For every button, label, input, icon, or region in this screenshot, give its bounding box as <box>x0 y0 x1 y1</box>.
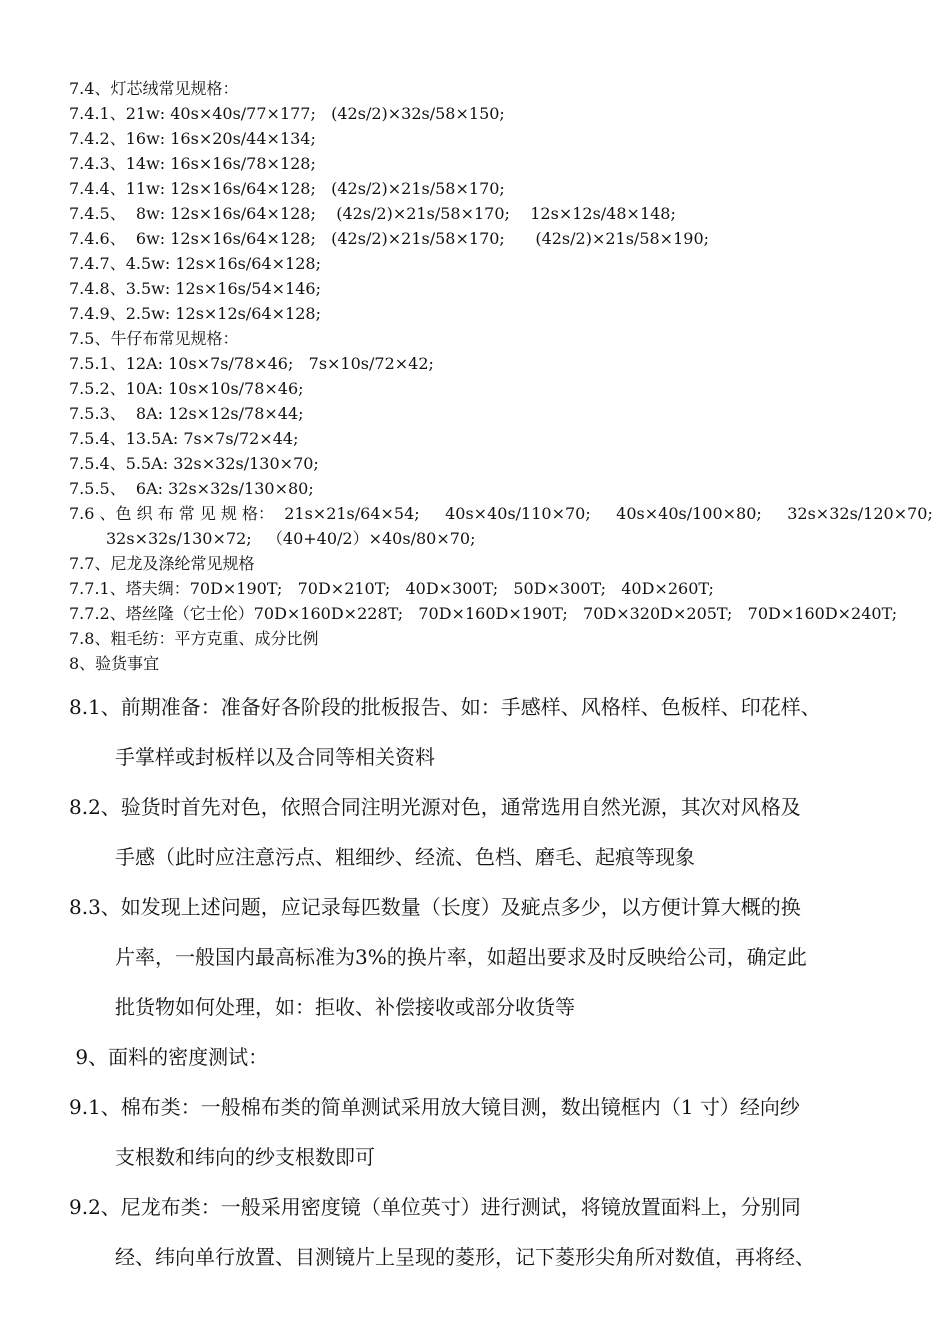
section-heading-9 <box>69 1032 915 1082</box>
spec-line-7-4-3: 7.4.3、14w: 16s×16s/78×128; <box>69 154 316 173</box>
paragraph-line: 9、面料的密度测试： <box>69 1045 269 1069</box>
spec-line-7-4-7: 7.4.7、4.5w: 12s×16s/64×128; <box>69 254 321 273</box>
spec-line-7-4-5: 7.4.5、 8w: 12s×16s/64×128; (42s/2)×21s/58×170; 12s×12s/48×148; <box>69 204 676 223</box>
paragraph-line: 片率，一般国内最高标准为3%的换片率，如超出要求及时反映给公司，确定此 <box>115 945 807 969</box>
spec-list <box>0 76 950 676</box>
spec-line-7-7: 7.7、尼龙及涤纶常见规格 <box>69 554 255 573</box>
spec-line-7-4-6: 7.4.6、 6w: 12s×16s/64×128; (42s/2)×21s/58×170; (42s/2)×21s/58×190; <box>69 229 710 248</box>
paragraph-line: 手感（此时应注意污点、粗细纱、经流、色档、磨毛、起痕等现象 <box>115 845 695 869</box>
spec-line-7-4-4: 7.4.4、11w: 12s×16s/64×128; (42s/2)×21s/58×170; <box>69 179 505 198</box>
paragraph-line: 8.3、如发现上述问题，应记录每匹数量（长度）及疵点多少，以方便计算大概的换 <box>69 895 801 919</box>
paragraph-line: 批货物如何处理，如：拒收、补偿接收或部分收货等 <box>115 995 575 1019</box>
paragraph-line: 经、纬向单行放置、目测镜片上呈现的菱形，记下菱形尖角所对数值，再将经、 <box>115 1245 815 1269</box>
spec-line-7-5-4b: 7.5.4、5.5A: 32s×32s/130×70; <box>69 454 319 473</box>
paragraph-line: 8.1、前期准备：准备好各阶段的批板报告、如：手感样、风格样、色板样、印花样、 <box>69 695 821 719</box>
paragraph-8-3 <box>69 882 915 1032</box>
spec-line-7-5-1: 7.5.1、12A: 10s×7s/78×46; 7s×10s/72×42; <box>69 354 434 373</box>
spec-line-7-4-9: 7.4.9、2.5w: 12s×12s/64×128; <box>69 304 321 323</box>
spec-line-7-5-3: 7.5.3、 8A: 12s×12s/78×44; <box>69 404 304 423</box>
spec-line-7-5-5: 7.5.5、 6A: 32s×32s/130×80; <box>69 479 314 498</box>
paragraph-line: 9.1、棉布类：一般棉布类的简单测试采用放大镜目测，数出镜框内（1 寸）经向纱 <box>69 1095 800 1119</box>
spec-line-7-7-1: 7.7.1、塔夫绸：70D×190T; 70D×210T; 40D×300T; 50D×300T; 40D×260T; <box>69 579 714 598</box>
paragraph-line: 8.2、验货时首先对色，依照合同注明光源对色，通常选用自然光源，其次对风格及 <box>69 795 801 819</box>
spec-line-7-8: 7.8、粗毛纺：平方克重、成分比例 <box>69 629 319 648</box>
spec-line-7-6: 7.6 、色 织 布 常 见 规 格： 21s×21s/64×54; 40s×40s/110×70; 40s×40s/100×80; 32s×32s/120×70; <box>69 504 933 523</box>
paragraph-9-2 <box>69 1182 915 1282</box>
spec-line-7-4-8: 7.4.8、3.5w: 12s×16s/54×146; <box>69 279 321 298</box>
spec-line-7-5: 7.5、牛仔布常见规格： <box>69 329 239 348</box>
spec-line-7-5-4a: 7.5.4、13.5A: 7s×7s/72×44; <box>69 429 299 448</box>
paragraph-line: 支根数和纬向的纱支根数即可 <box>115 1145 375 1169</box>
spec-line-7-4-2: 7.4.2、16w: 16s×20s/44×134; <box>69 129 316 148</box>
spec-line-7-4: 7.4、灯芯绒常见规格： <box>69 79 239 98</box>
paragraph-line: 9.2、尼龙布类：一般采用密度镜（单位英寸）进行测试，将镜放置面料上，分别同 <box>69 1195 801 1219</box>
spec-line-7-5-2: 7.5.2、10A: 10s×10s/78×46; <box>69 379 304 398</box>
paragraph-8-2 <box>69 782 915 882</box>
spec-line-7-6-cont: 32s×32s/130×72; （40+40/2）×40s/80×70; <box>106 529 476 548</box>
paragraph-line: 手掌样或封板样以及合同等相关资料 <box>115 745 435 769</box>
spec-line-7-7-2: 7.7.2、塔丝隆（它士伦）70D×160D×228T; 70D×160D×190T; 70D×320D×205T; 70D×160D×240T; <box>69 604 898 623</box>
paragraph-9-1 <box>69 1082 915 1182</box>
section-heading-8: 8、验货事宜 <box>69 654 160 673</box>
spec-line-7-4-1: 7.4.1、21w: 40s×40s/77×177; (42s/2)×32s/58×150; <box>69 104 505 123</box>
paragraph-8-1 <box>69 682 915 782</box>
body-text <box>0 682 950 1282</box>
